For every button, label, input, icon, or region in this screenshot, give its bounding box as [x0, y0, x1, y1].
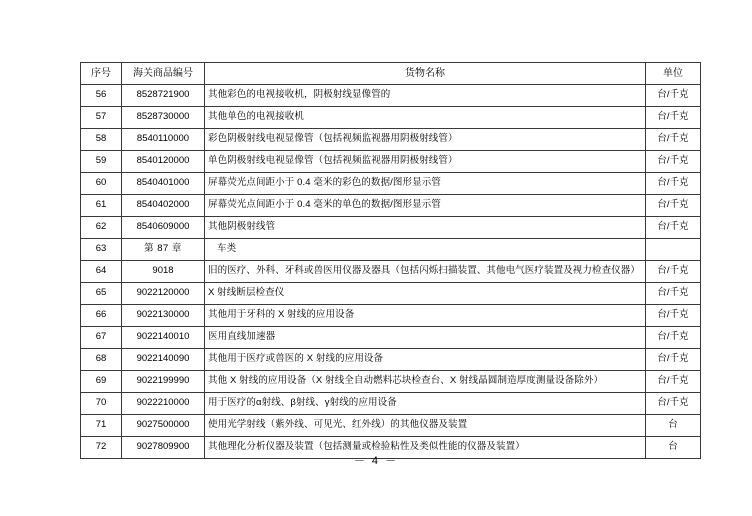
cell-code: 8540120000 [122, 151, 205, 173]
table-row [81, 415, 701, 437]
cell-no: 72 [81, 437, 122, 459]
cell-unit: 台/千克 [646, 151, 701, 173]
cell-unit: 台/千克 [646, 371, 701, 393]
cell-name: 屏幕荧光点间距小于 0.4 毫米的彩色的数据/图形显示管 [205, 173, 646, 195]
table-row [81, 107, 701, 129]
cell-code: 9022120000 [122, 283, 205, 305]
cell-name: 屏幕荧光点间距小于 0.4 毫米的单色的数据/图形显示管 [205, 195, 646, 217]
column-header-unit: 单位 [646, 63, 701, 85]
table-row [81, 349, 701, 371]
cell-no: 67 [81, 327, 122, 349]
table-row [81, 327, 701, 349]
table-row [81, 283, 701, 305]
cell-no: 71 [81, 415, 122, 437]
column-header-code: 海关商品编号 [122, 63, 205, 85]
cell-name: 单色阴极射线电视显像管（包括视频监视器用阴极射线管） [205, 151, 646, 173]
cell-unit: 台/千克 [646, 217, 701, 239]
cell-no: 64 [81, 261, 122, 283]
cell-unit: 台 [646, 415, 701, 437]
table-row [81, 151, 701, 173]
cell-no: 58 [81, 129, 122, 151]
cell-code: 9022199990 [122, 371, 205, 393]
cell-code: 9022130000 [122, 305, 205, 327]
cell-no: 66 [81, 305, 122, 327]
table-row [81, 173, 701, 195]
cell-name: 其他用于牙科的 X 射线的应用设备 [205, 305, 646, 327]
cell-name: 用于医疗的α射线、β射线、γ射线的应用设备 [205, 393, 646, 415]
table-body [81, 85, 701, 459]
cell-name: 车类 [205, 239, 646, 261]
cell-code: 9018 [122, 261, 205, 283]
cell-code: 8528721900 [122, 85, 205, 107]
cell-unit: 台/千克 [646, 107, 701, 129]
cell-code: 9027809900 [122, 437, 205, 459]
table-row [81, 195, 701, 217]
cell-code: 8528730000 [122, 107, 205, 129]
cell-unit: 台/千克 [646, 283, 701, 305]
table-row [81, 129, 701, 151]
cell-unit: 台/千克 [646, 261, 701, 283]
cell-code: 8540609000 [122, 217, 205, 239]
cell-no: 60 [81, 173, 122, 195]
cell-name: 其他理化分析仪器及装置（包括测量或检验粘性及类似性能的仪器及装置） [205, 437, 646, 459]
table-row [81, 371, 701, 393]
table-row [81, 239, 701, 261]
cell-unit: 台/千克 [646, 173, 701, 195]
table-row [81, 85, 701, 107]
cell-code: 9022210000 [122, 393, 205, 415]
cell-no: 68 [81, 349, 122, 371]
page-number: － 4 － [353, 455, 399, 467]
cell-code: 8540401000 [122, 173, 205, 195]
cell-name: 其他 X 射线的应用设备（X 射线全自动燃料芯块检查台、X 射线晶圆制造厚度测量设备除外） [205, 371, 646, 393]
goods-table [80, 62, 701, 459]
table-header-row [81, 63, 701, 85]
table-row [81, 305, 701, 327]
cell-code: 8540402000 [122, 195, 205, 217]
cell-no: 63 [81, 239, 122, 261]
cell-no: 70 [81, 393, 122, 415]
cell-no: 65 [81, 283, 122, 305]
cell-unit: 台/千克 [646, 85, 701, 107]
cell-name: X 射线断层检查仪 [205, 283, 646, 305]
cell-code: 9022140090 [122, 349, 205, 371]
cell-code: 9022140010 [122, 327, 205, 349]
table-row [81, 261, 701, 283]
cell-no: 62 [81, 217, 122, 239]
cell-unit: 台/千克 [646, 305, 701, 327]
cell-unit: 台/千克 [646, 327, 701, 349]
column-header-no: 序号 [81, 63, 122, 85]
cell-name: 其他阴极射线管 [205, 217, 646, 239]
cell-code: 第 87 章 [122, 239, 205, 261]
cell-code: 9027500000 [122, 415, 205, 437]
cell-name: 其他用于医疗或兽医的 X 射线的应用设备 [205, 349, 646, 371]
cell-unit: 台 [646, 437, 701, 459]
cell-no: 61 [81, 195, 122, 217]
cell-unit: 台/千克 [646, 349, 701, 371]
cell-unit: 台/千克 [646, 129, 701, 151]
cell-name: 彩色阴极射线电视显像管（包括视频监视器用阴极射线管） [205, 129, 646, 151]
cell-name: 医用直线加速器 [205, 327, 646, 349]
cell-no: 56 [81, 85, 122, 107]
cell-no: 57 [81, 107, 122, 129]
cell-code: 8540110000 [122, 129, 205, 151]
cell-name: 其他单色的电视接收机 [205, 107, 646, 129]
table-row [81, 217, 701, 239]
cell-name: 旧的医疗、外科、牙科或兽医用仪器及器具（包括闪烁扫描装置、其他电气医疗装置及视力检查仪器） [205, 261, 646, 283]
cell-no: 59 [81, 151, 122, 173]
cell-unit: 台/千克 [646, 393, 701, 415]
cell-unit: 台/千克 [646, 195, 701, 217]
cell-unit [646, 239, 701, 261]
table-header [81, 63, 701, 85]
cell-name: 使用光学射线（紫外线、可见光、红外线）的其他仪器及装置 [205, 415, 646, 437]
table-row [81, 393, 701, 415]
cell-name: 其他彩色的电视接收机，阴极射线显像管的 [205, 85, 646, 107]
cell-no: 69 [81, 371, 122, 393]
column-header-name: 货物名称 [205, 63, 646, 85]
